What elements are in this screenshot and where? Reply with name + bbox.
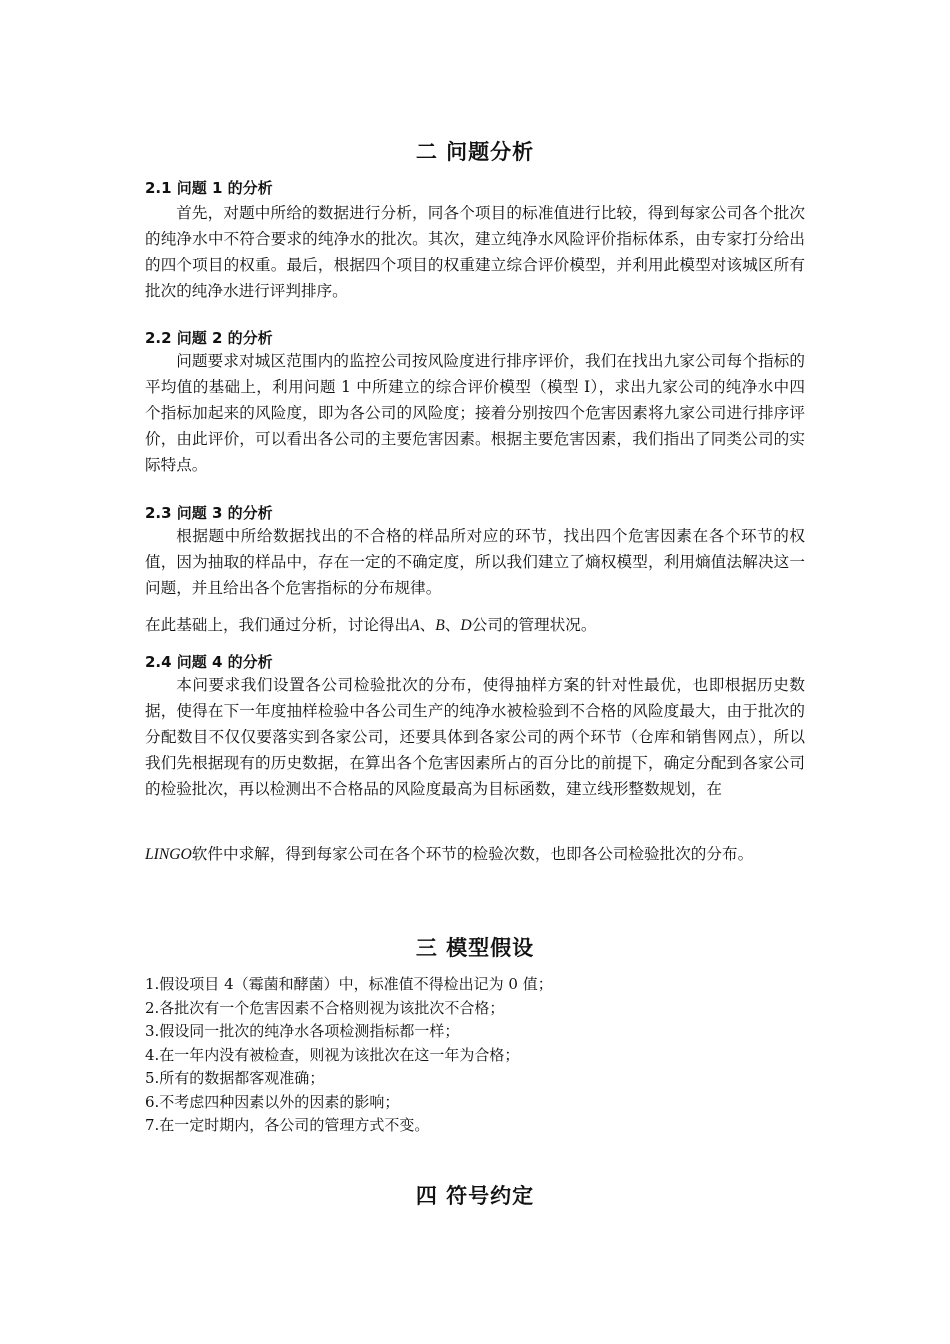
math-symbol-lingo: LINGO	[145, 846, 192, 863]
math-symbol-d: D	[460, 617, 472, 634]
text-segment: 在此基础上，我们通过分析，讨论得出	[145, 616, 411, 634]
list-item: 1.假设项目 4（霉菌和酵菌）中，标准值不得检出记为 0 值；	[145, 975, 553, 993]
paragraph-2-4-continued	[145, 836, 805, 872]
section-title-problem-analysis: 二 问题分析	[415, 140, 535, 164]
paragraph-2-3: 根据题中所给数据找出的不合格的样品所对应的环节，找出四个危害因素在各个环节的权值，因为抽取的样品中，存在一定的不确定度，所以我们建立了熵权模型，利用熵值法解决这一问题，并且给出各个危害指标的分布规律。	[145, 527, 805, 597]
separator: 、	[419, 616, 436, 634]
text-segment: 软件中求解，得到每家公司在各个环节的检验次数，也即各公司检验批次的分布。	[191, 845, 754, 863]
subsection-heading-2-3: 2.3 问题 3 的分析	[145, 504, 273, 522]
section-title-symbol-conventions: 四 符号约定	[415, 1184, 535, 1208]
list-item: 6.不考虑四种因素以外的因素的影响；	[145, 1092, 400, 1111]
list-item: 7.在一定时期内，各公司的管理方式不变。	[145, 1116, 430, 1134]
list-item: 3.假设同一批次的纯净水各项检测指标都一样；	[145, 1022, 460, 1040]
math-symbol-a: A	[410, 617, 420, 634]
subsection-heading-2-2: 2.2 问题 2 的分析	[145, 329, 273, 347]
section-title-model-assumptions: 三 模型假设	[415, 936, 535, 960]
subsection-heading-2-4: 2.4 问题 4 的分析	[145, 653, 273, 671]
paragraph-2-1: 首先，对题中所给的数据进行分析，同各个项目的标准值进行比较，得到每家公司各个批次的纯净水中不符合要求的纯净水的批次。其次，建立纯净水风险评价指标体系，由专家打分给出的四个项目的权重。最后，根据四个项目的权重建立综合评价模型，并利用此模型对该城区所有批次的纯净水进行评判排序。	[145, 204, 805, 300]
paragraph-2-3-continued	[145, 612, 805, 639]
subsection-heading-2-1: 2.1 问题 1 的分析	[145, 179, 273, 197]
list-item: 5.所有的数据都客观准确；	[145, 1069, 325, 1087]
text-segment: 公司的管理状况。	[471, 616, 597, 634]
assumption-list	[145, 973, 805, 1138]
list-item: 4.在一年内没有被检查，则视为该批次在这一年为合格；	[145, 1045, 520, 1064]
paragraph-2-2: 问题要求对城区范围内的监控公司按风险度进行排序评价，我们在找出九家公司每个指标的平均值的基础上，利用问题 1 中所建立的综合评价模型（模型 I），求出九家公司的纯净水中四个指标加起来的风险度，即为各公司的风险度；接着分别按四个危害因素将九家公司进行排序评价，由此评价，可以看出各公司的主要危害因素。根据主要危害因素，我们指出了同类公司的实际特点。	[145, 352, 805, 474]
separator: 、	[444, 616, 461, 634]
list-item: 2.各批次有一个危害因素不合格则视为该批次不合格；	[145, 998, 505, 1017]
paragraph-2-4: 本问要求我们设置各公司检验批次的分布，使得抽样方案的针对性最优，也即根据历史数据，使得在下一年度抽样检验中各公司生产的纯净水被检验到不合格的风险度最大，由于批次的分配数目不仅仅要落实到各家公司，还要具体到各家公司的两个环节（仓库和销售网点），所以我们先根据现有的历史数据，在算出各个危害因素所占的百分比的前提下，确定分配到各家公司的检验批次，再以检测出不合格品的风险度最高为目标函数，建立线形整数规划，在	[145, 676, 805, 798]
math-symbol-b: B	[435, 617, 445, 634]
